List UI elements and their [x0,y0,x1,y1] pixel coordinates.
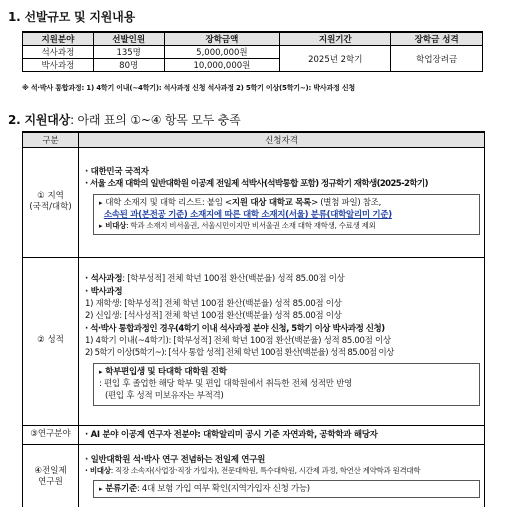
cell-amount: 10,000,000원 [164,59,280,72]
cell-period: 2025년 2학기 [280,46,391,72]
text-line: ▸ 대학 소재지 및 대학 리스트: 붙임 <지원 대상 대학교 목록> (별첨 파일) 참조, [99,197,381,208]
text-line: 소속된 과(본전공 기준) 소재지에 따른 대학 소재지(서울) 분류(대학알리미 기준) [103,209,392,220]
text-line: · 석사과정: [학부성적] 전체 학년 100점 환산(백분율) 성적 85.00점 이상 [85,274,345,285]
notice-box [93,480,480,498]
table-row [23,444,485,507]
category-label: ② 성적 [37,335,64,346]
cell-field: 박사과정 [23,59,94,72]
category-sublabel: 연구원 [38,477,63,488]
cell-amount: 5,000,000원 [164,46,280,59]
header-amount: 장학금액 [164,32,280,46]
triangle-bullet-icon: ▸ [99,367,103,376]
category-grades [23,257,79,425]
cell-count: 135명 [93,46,164,59]
category-sublabel: (국적/대학) [29,202,72,212]
section2-title-rest: : 아래 표의 ①~④ 항목 모두 충족 [70,113,241,127]
text-line: 2) 신입생: [석사성적] 전체 학년 100점 환산(백분율) 성적 85.00점 이상 [85,311,342,322]
text-line: ▸ 분류기준: 4대 보험 가입 여부 확인(지역가입자 신청 가능) [99,483,310,494]
triangle-bullet-icon: ▸ [99,222,103,231]
notice-box [93,194,480,236]
notice-box [93,363,480,406]
category-region [23,147,79,257]
table-row [23,257,485,425]
text-line: · AI 분야 이공계 연구자 전분야: 대학알리미 공시 기준 자연과학, 공학학과 해당자 [85,429,378,440]
triangle-bullet-icon: ▸ [99,198,103,207]
cell-nature: 학업장려금 [391,46,483,72]
category-fulltime [23,444,79,507]
header-category: 구분 [23,132,79,147]
text-line: 1) 재학생: [학부성적] 전체 학년 100점 환산(백분율) 성적 85.00점 이상 [85,299,342,310]
section2-title-bold: 2. 지원대상 [8,113,71,127]
text-line: · 비대상: 직장 소속자(사업장·직장 가입자), 전문대학원, 특수대학원, 시간제 과정, 학연산 계약학과 원격대학 [85,465,421,475]
qualification-grades [79,257,485,425]
qualification-region [79,147,485,257]
header-period: 지원기간 [280,32,391,46]
text-line: ▸ 비대상: 학과 소재지 비서울권, 서울시민이지만 비서울권 소재 대학 재학생, 수료생 제외 [99,221,376,231]
cell-count: 80명 [93,59,164,72]
table-row [23,425,485,444]
text-line: · 석·박사 통합과정인 경우(4학기 이내 석사과정 분야 신청, 5학기 이상 박사과정 신청) [85,323,385,334]
text-line: 2) 5학기 이상(5학기~): [석사 통합 성적] 전체 학년 100점 환산(백분율) 성적 85.00점 이상 [85,348,394,359]
triangle-bullet-icon: ▸ [99,484,103,493]
header-qualification: 신청자격 [79,132,485,147]
text-line: (편입 후 성적 미보유자는 부적격) [105,391,224,402]
category-label: ④전일제 [34,465,67,476]
text-line: · 박사과정 [85,286,123,297]
header-nature: 장학금 성격 [391,32,483,46]
table-row [23,147,485,257]
header-count: 선발인원 [93,32,164,46]
eligibility-table [22,131,485,507]
selection-table [22,31,483,72]
qualification-research-field [79,425,485,444]
qualification-fulltime [79,444,485,507]
text-line: ▸ 학부편입생 및 타대학 대학원 진학 [99,366,227,377]
section1-title: 1. 선발규모 및 지원내용 [8,10,135,24]
header-field: 지원분야 [23,32,94,46]
integrated-course-note: ※ 석·박사 통합과정: 1) 4학기 이내(~4학기): 석사과정 신청 석사과정 2) 5학기 이상(5학기~): 박사과정 신청 [22,84,355,92]
text-line: · 서울 소재 대학의 일반대학원 이공계 전일제 석박사(석박통합 포함) 정규학기 재학생(2025-2학기) [85,179,428,190]
text-line: · 대한민국 국적자 [85,166,149,177]
section2-title [8,111,240,128]
category-label: ① 지역 [37,190,64,201]
category-research-field [23,425,79,444]
text-line: 1) 4학기 이내(~4학기): [학부성적] 전체 학년 100점 환산(백분율) 성적 85.00점 이상 [85,336,391,346]
table-row [23,46,483,59]
cell-field: 석사과정 [23,46,94,59]
text-line: · 일반대학원 석·박사 연구 전념하는 전일제 연구원 [85,454,266,465]
text-line: : 편입 후 졸업한 해당 학부 및 편입 대학원에서 취득한 전체 성적만 반영 [99,378,352,389]
category-label: ③연구분야 [30,428,71,439]
